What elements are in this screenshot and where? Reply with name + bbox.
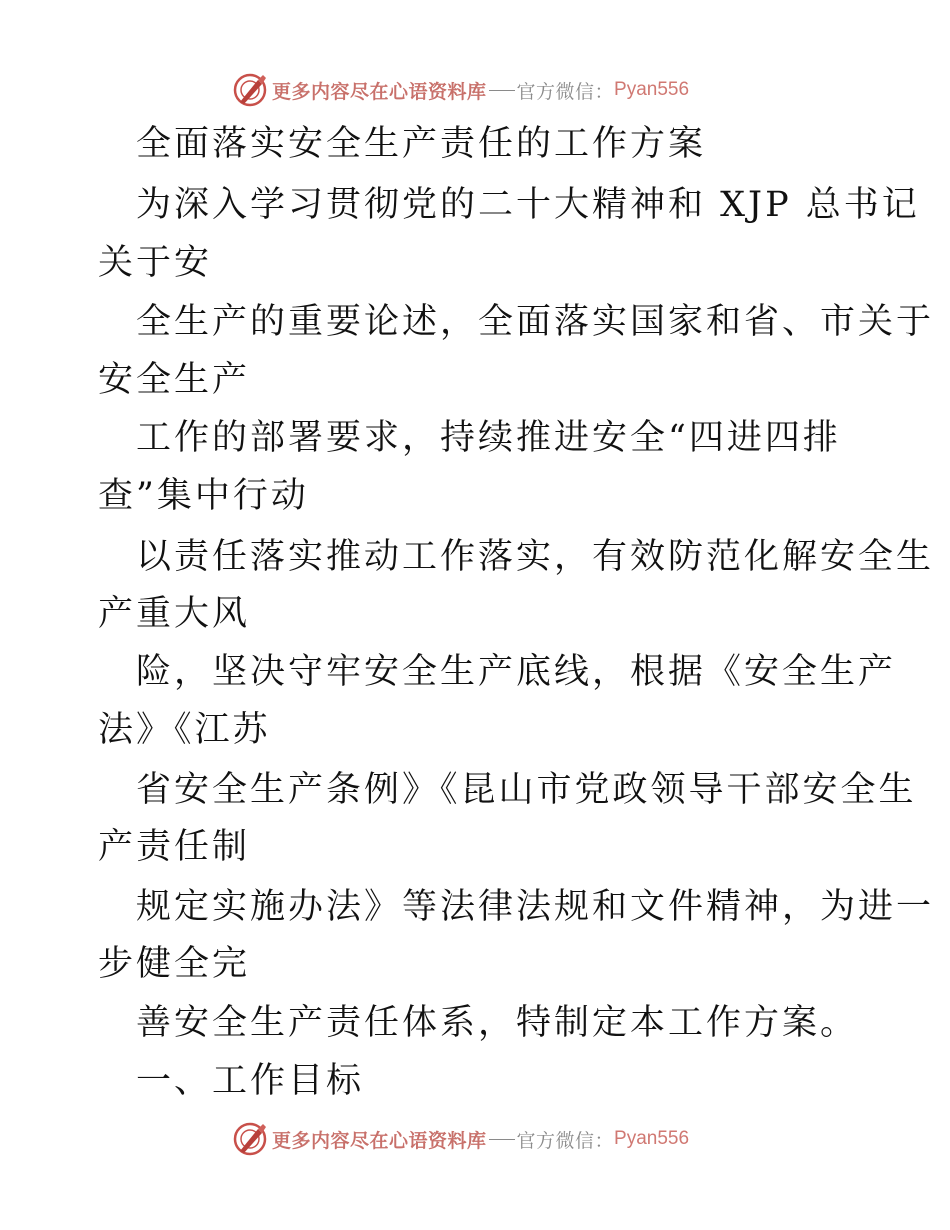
footer-banner (232, 1121, 689, 1157)
banner-dash (489, 1139, 515, 1140)
wechat-label: 官方微信： (516, 1129, 615, 1152)
pen-logo-icon (232, 72, 268, 108)
wechat-handle: Pyan556 (614, 79, 690, 100)
text-line: 工作的部署要求，持续推进安全“四进四排 (136, 418, 841, 458)
wechat-label: 官方微信： (516, 80, 615, 103)
document-title: 全面落实安全生产责任的工作方案 (136, 124, 707, 164)
text-line: 规定实施办法》等法律法规和文件精神，为进一 (136, 887, 935, 927)
text-line: 产责任制 (98, 827, 251, 867)
text-line: 险，坚决守牢安全生产底线，根据《安全生产 (136, 652, 897, 692)
text-line: 以责任落实推动工作落实，有效防范化解安全生 (136, 537, 935, 577)
text-line: 安全生产 (98, 360, 251, 400)
text-line: 善安全生产责任体系，特制定本工作方案。 (136, 1003, 859, 1043)
site-name: 更多内容尽在心语资料库 (272, 80, 487, 103)
pen-logo-icon (232, 1121, 268, 1157)
banner-dash (489, 90, 515, 91)
site-name: 更多内容尽在心语资料库 (272, 1129, 487, 1152)
text-line: 关于安 (98, 243, 213, 283)
text-line: 省安全生产条例》《昆山市党政领导干部安全生 (136, 770, 917, 810)
wechat-handle: Pyan556 (614, 1128, 690, 1149)
text-line: 步健全完 (98, 944, 251, 984)
header-banner (232, 72, 689, 108)
text-line: 为深入学习贯彻党的二十大精神和 XJP 总书记 (136, 185, 920, 225)
text-line: 法》《江苏 (98, 710, 271, 750)
text-line: 全生产的重要论述，全面落实国家和省、市关于 (136, 302, 935, 342)
text-line: 产重大风 (98, 594, 251, 634)
text-line: 查”集中行动 (98, 476, 309, 516)
section-heading: 一、工作目标 (136, 1061, 365, 1101)
